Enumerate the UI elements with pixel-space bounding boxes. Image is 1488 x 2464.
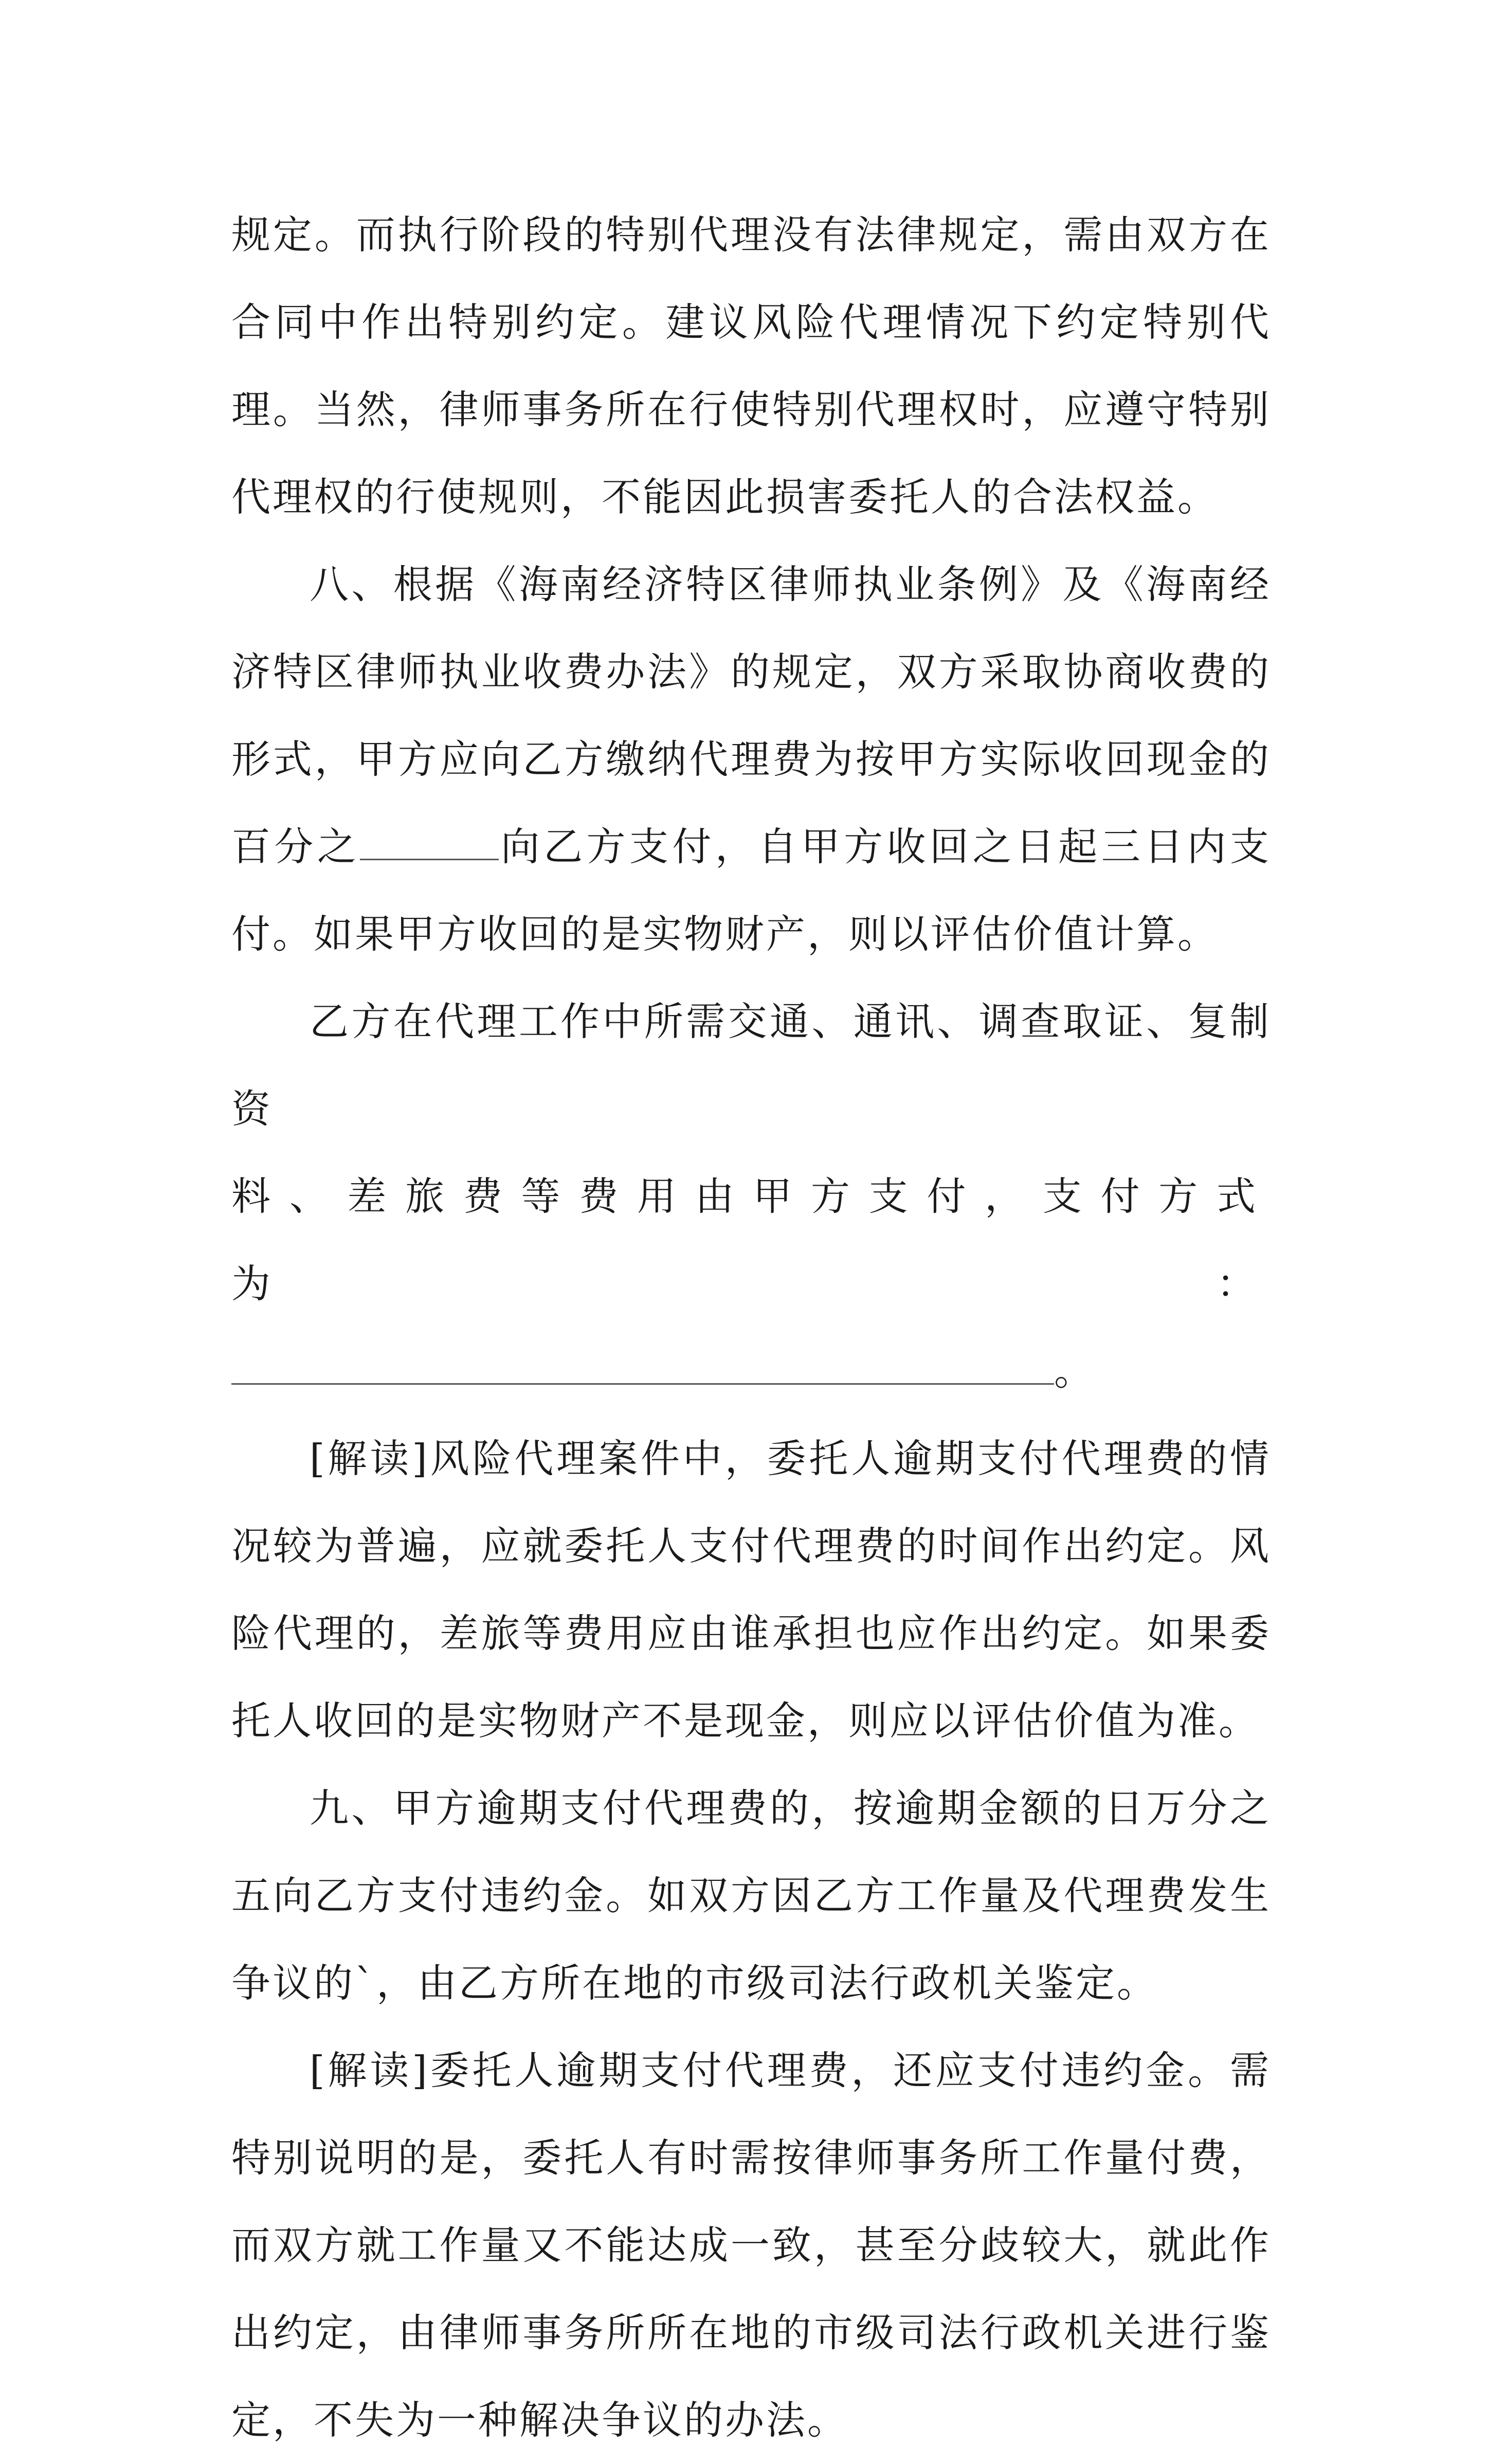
paragraph-text: 向乙方支付，自甲方收回之日起三日内支付。如果甲方收回的是实物财产，则以评估价值计算。 xyxy=(231,824,1272,957)
paragraph-interpretation-penalty xyxy=(231,2027,1271,2464)
paragraph-clause-nine xyxy=(231,1765,1271,2027)
paragraph-clause-eight xyxy=(231,541,1271,978)
paragraph-expenses-line2 xyxy=(231,1153,1271,1328)
paragraph-text: 。 xyxy=(1054,1348,1095,1394)
paragraph-text: 八、根据《海南经济特区律师执业条例》及《海南经济特区律师执业收费办法》的规定，双方采取协商收费的形式，甲方应向乙方缴纳代理费为按甲方实际收回现金的百分之 xyxy=(231,561,1271,869)
paragraph-text: 料、差旅费等费用由甲方支付，支付方式为： xyxy=(231,1173,1271,1307)
paragraph-text: [解读]风险代理案件中，委托人逾期支付代理费的情况较为普遍，应就委托人支付代理费的时间作出约定。风险代理的，差旅等费用应由谁承担也应作出约定。如果委托人收回的是实物财产不是现金，则应以评估价值为准。 xyxy=(231,1436,1271,1744)
percentage-blank xyxy=(360,823,499,860)
paragraph-text: 乙方在代理工作中所需交通、通讯、调查取证、复制资 xyxy=(231,999,1271,1132)
document-body xyxy=(231,191,1271,2464)
paragraph-expenses-line1 xyxy=(231,978,1271,1153)
paragraph-text: 规定。而执行阶段的特别代理没有法律规定，需由双方在合同中作出特别约定。建议风险代理情况下约定特别代理。当然，律师事务所在行使特别代理权时，应遵守特别代理权的行使规则，不能因此损害委托人的合法权益。 xyxy=(231,212,1271,520)
paragraph-special-agency-note xyxy=(231,191,1271,541)
payment-method-blank xyxy=(231,1347,1054,1385)
paragraph-text: 九、甲方逾期支付代理费的，按逾期金额的日万分之五向乙方支付违约金。如双方因乙方工作量及代理费发生争议的`，由乙方所在地的市级司法行政机关鉴定。 xyxy=(231,1785,1271,2006)
paragraph-interpretation-fee-timing xyxy=(231,1415,1271,1765)
paragraph-text: [解读]委托人逾期支付代理费，还应支付违约金。需特别说明的是，委托人有时需按律师事务所工作量付费，而双方就工作量又不能达成一致，甚至分歧较大，就此作出约定，由律师事务所所在地的市级司法行政机关进行鉴定，不失为一种解决争议的办法。 xyxy=(231,2048,1271,2443)
paragraph-expenses-blank-line xyxy=(231,1328,1271,1415)
